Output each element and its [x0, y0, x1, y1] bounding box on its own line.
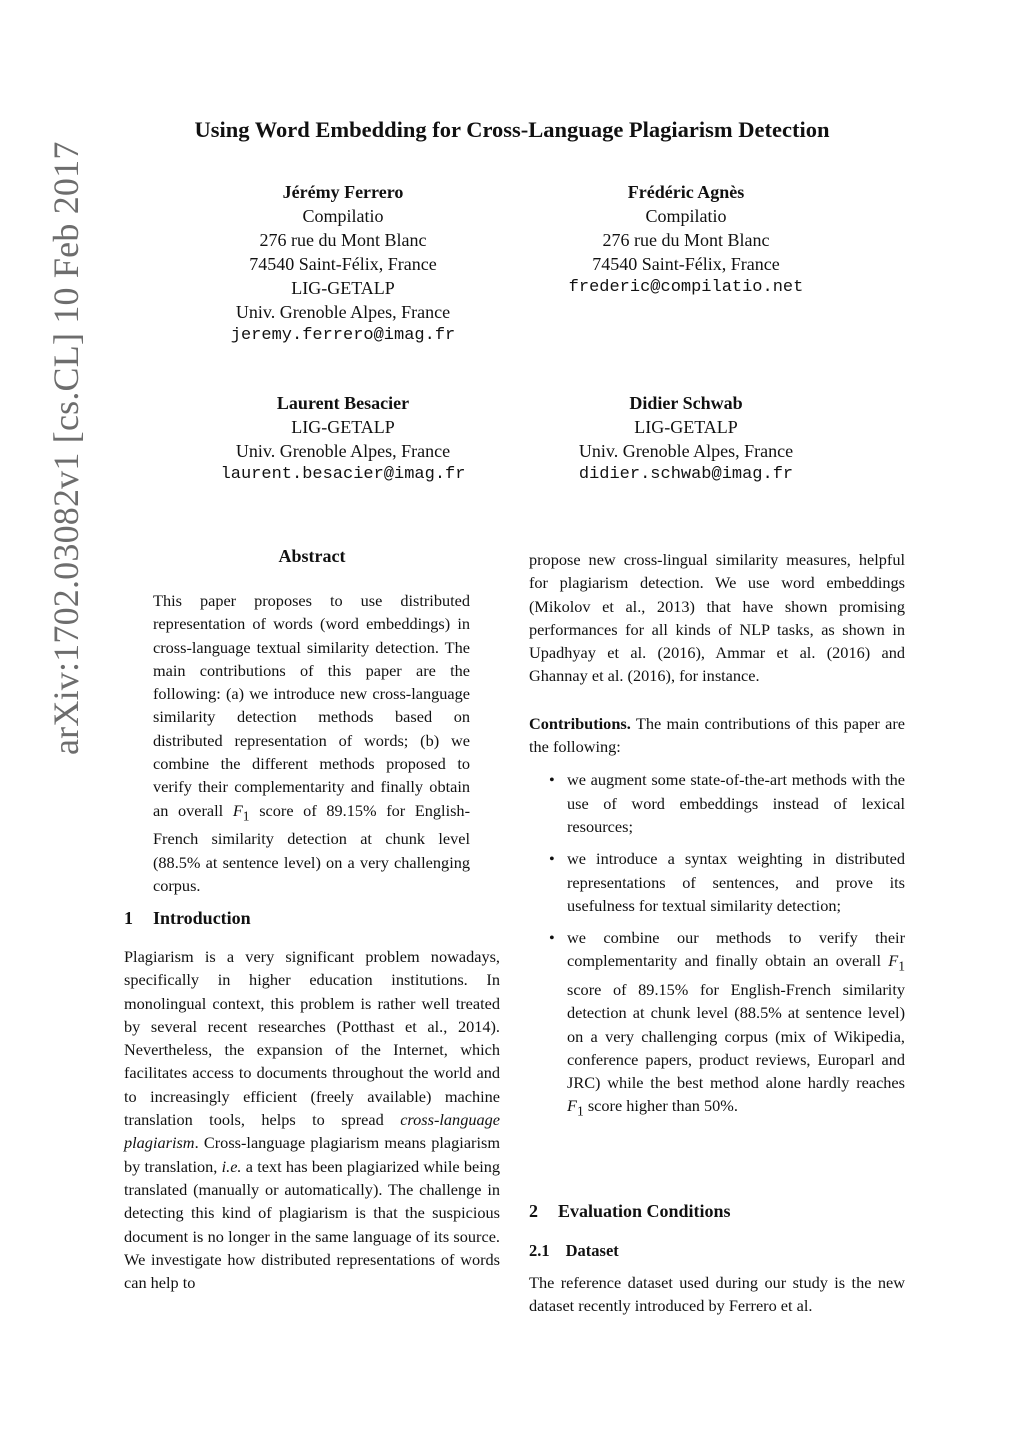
abstract-heading: Abstract: [278, 546, 346, 566]
author-block-besacier: [173, 391, 513, 487]
author-affiliation: 276 rue du Mont Blanc: [602, 230, 770, 250]
list-item: • we combine our methods to verify their complementarity and finally obtain an overall $F_1$ score of 89.15% for English-French similarity detection at chunk level (88.5% at sentence level) on a very challenging corpus (mix of Wikipedia, conference papers, product reviews, Europarl and JRC) while the best method alone hardly reaches $F_1$ score higher than 50%.: [549, 928, 905, 1119]
author-affiliation: 74540 Saint-Félix, France: [592, 254, 780, 274]
subsection-heading-dataset: 2.1 Dataset: [529, 1241, 619, 1260]
author-affiliation: Univ. Grenoble Alpes, France: [235, 302, 451, 322]
contributions-paragraph: Contributions. The main contributions of this paper are the following:: [529, 713, 905, 757]
author-email[interactable]: jeremy.ferrero@imag.fr: [230, 326, 456, 345]
author-block-ferrero: [173, 180, 513, 348]
author-affiliation: 276 rue du Mont Blanc: [259, 230, 427, 250]
abstract-body: [153, 589, 470, 897]
author-affiliation: LIG-GETALP: [291, 417, 395, 437]
author-name: Didier Schwab: [629, 393, 743, 413]
author-affiliation: Compilatio: [302, 206, 384, 226]
abstract-paragraph: This paper proposes to use distributed representation of words (word embeddings) in cross-language textual similarity detection. The main contributions of this paper are the following: (a) we introduce new cross-language similarity detection methods based on distributed representation of words; (b) we combine the different methods proposed to verify their complementarity and finally obtain an overall $F_1$ score of 89.15% for English-French similarity detection at chunk level (88.5% at sentence level) on a very challenging corpus.: [153, 591, 470, 895]
right-column: [529, 548, 905, 1132]
introduction-continuation: propose new cross-lingual similarity measures, helpful for plagiarism detection. We use word embeddings (Mikolov et al., 2013) that have shown promising performances for all kinds of NLP tasks, as shown in Upadhyay et al. (2016), Ammar et al. (2016) and Ghannay et al. (2016), for instance.: [529, 550, 905, 686]
section-heading-introduction: 1 Introduction: [124, 908, 251, 928]
bullet-icon: •: [549, 849, 555, 869]
bullet-icon: •: [549, 770, 555, 790]
author-block-agnes: [516, 180, 856, 300]
author-affiliation: LIG-GETALP: [291, 278, 395, 298]
author-name: Laurent Besacier: [276, 393, 410, 413]
author-email[interactable]: didier.schwab@imag.fr: [578, 465, 794, 484]
author-affiliation: Compilatio: [645, 206, 727, 226]
author-email[interactable]: frederic@compilatio.net: [568, 278, 804, 297]
arxiv-identifier: arXiv:1702.03082v1 [cs.CL] 10 Feb 2017: [46, 141, 86, 755]
author-block-schwab: [516, 391, 856, 487]
author-name: Jérémy Ferrero: [282, 182, 404, 202]
dataset-body: [529, 1271, 905, 1318]
paper-title: Using Word Embedding for Cross-Language Plagiarism Detection: [194, 117, 830, 142]
contributions-list: [529, 768, 905, 1123]
introduction-body: [124, 945, 500, 1294]
dataset-paragraph: The reference dataset used during our study is the new dataset recently introduced by Ferrero et al.: [529, 1273, 905, 1316]
bullet-icon: •: [549, 928, 555, 948]
introduction-paragraph: Plagiarism is a very significant problem nowadays, specifically in higher education institutions. In monolingual context, this problem is rather well treated by several recent researches (Potthast et al., 2014). Nevertheless, the expansion of the Internet, which facilitates access to documents throughout the world and to increasingly efficient (freely available) machine translation tools, helps to spread cross-language plagiarism. Cross-language plagiarism means plagiarism by translation, i.e. a text has been plagiarized while being translated (manually or automatically). The challenge in detecting this kind of plagiarism is that the suspicious document is no longer in the same language of its source. We investigate how distributed representations of words can help to: [124, 947, 501, 1293]
author-affiliation: Univ. Grenoble Alpes, France: [578, 441, 794, 461]
section-heading-evaluation: 2 Evaluation Conditions: [529, 1201, 731, 1221]
author-name: Frédéric Agnès: [627, 182, 745, 202]
author-affiliation: Univ. Grenoble Alpes, France: [235, 441, 451, 461]
author-email[interactable]: laurent.besacier@imag.fr: [220, 465, 466, 484]
list-item: • we introduce a syntax weighting in distributed representations of sentences, and prove its usefulness for textual similarity detection;: [549, 849, 905, 915]
author-affiliation: 74540 Saint-Félix, France: [249, 254, 437, 274]
list-item: • we augment some state-of-the-art methods with the use of word embeddings instead of lexical resources;: [549, 770, 905, 836]
author-affiliation: LIG-GETALP: [634, 417, 738, 437]
